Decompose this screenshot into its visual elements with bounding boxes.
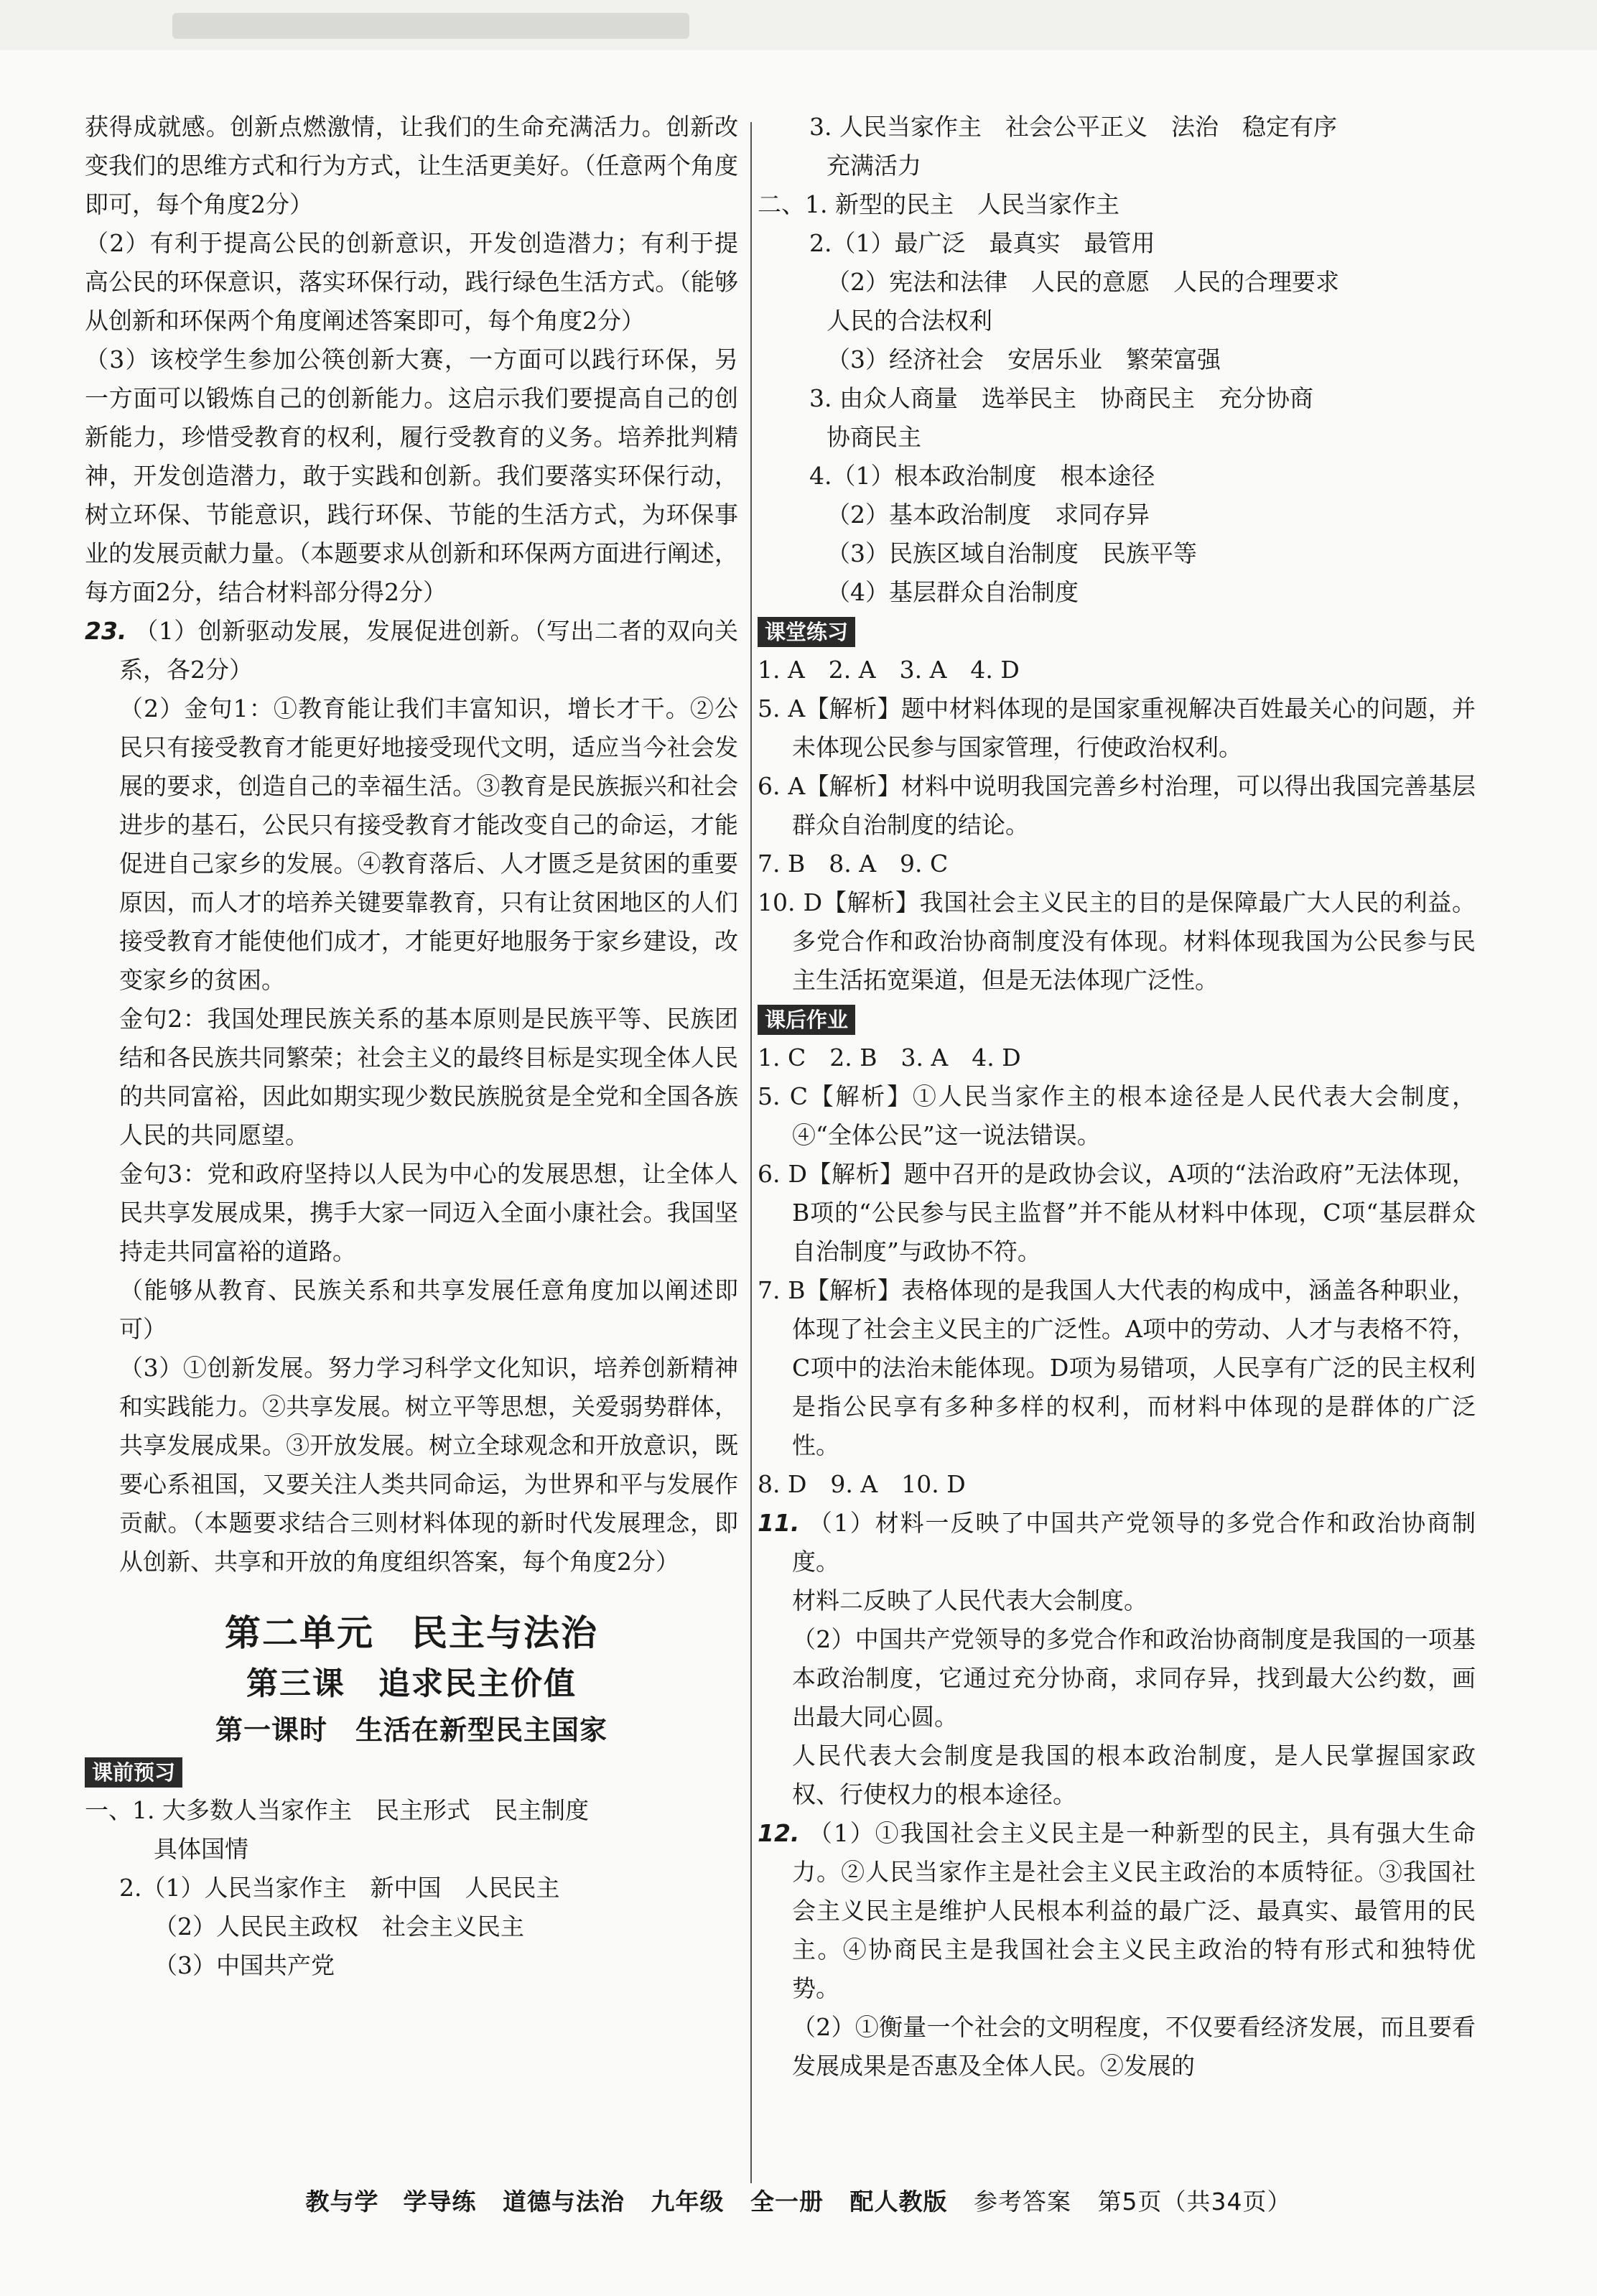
question-number: 11.: [758, 1509, 800, 1537]
answer-line: 7. B【解析】表格体现的是我国人大代表的构成中，涵盖各种职业，体现了社会主义民主的广泛性。A项中的劳动、人才与表格不符，C项中的法治未能体现。D项为易错项，人民享有广泛的民主权利是指公民享有多种多样的权利，而材料中体现的是群体的广泛性。: [758, 1276, 1476, 1459]
preview-item: 充满活力: [827, 152, 921, 180]
column-divider: [750, 122, 752, 2183]
answer-line: 7. B 8. A 9. C: [758, 850, 949, 878]
period-title: 第一课时 生活在新型民主国家: [215, 1714, 607, 1746]
preview-item: 4.（1）根本政治制度 根本途径: [809, 462, 1155, 490]
answer-text: （1）材料一反映了中国共产党领导的多党合作和政治协商制度。: [792, 1509, 1476, 1576]
answer-paragraph: 金句2：我国处理民族关系的基本原则是民族平等、民族团结和各民族共同繁荣；社会主义的最终目标是实现全体人民的共同富裕，因此如期实现少数民族脱贫是全党和全国各族人民的共同愿望。: [119, 1005, 738, 1149]
footer-edition: 配人教版: [849, 2188, 948, 2216]
answer-paragraph: （3）①创新发展。努力学习科学文化知识，培养创新精神和实践能力。②共享发展。树立平等思想，关爱弱势群体，共享发展成果。③开放发展。树立全球观念和开放意识，既要心系祖国，又要关注人类共同命运，为世界和平与发展作贡献。（本题要求结合三则材料体现的新时代发展理念，即从创新、共享和开放的角度组织答案，每个角度2分）: [119, 1354, 738, 1576]
unit-title: 第二单元 民主与法治: [225, 1612, 598, 1654]
answer-text: （1）①我国社会主义民主是一种新型的民主，具有强大生命力。②人民当家作主是社会主义民主政治的本质特征。③我国社会主义民主是维护人民根本利益的最广泛、最真实、最管用的民主。④协商民主是我国社会主义民主政治的特有形式和独特优势。: [792, 1819, 1476, 2002]
preview-item: 具体国情: [154, 1835, 248, 1863]
preview-item: 2.（1）人民当家作主 新中国 人民民主: [119, 1874, 560, 1902]
section-tag-homework: 课后作业: [758, 1005, 855, 1035]
preview-item: 3. 由众人商量 选举民主 协商民主 充分协商: [809, 384, 1313, 412]
answer-paragraph: 获得成就感。创新点燃激情，让我们的生命充满活力。创新改变我们的思维方式和行为方式，让生活更美好。（任意两个角度即可，每个角度2分）: [85, 113, 738, 218]
footer-brand: 教与学 学导练: [305, 2188, 477, 2216]
preview-item: 3. 人民当家作主 社会公平正义 法治 稳定有序: [809, 113, 1337, 141]
preview-item: （3）民族区域自治制度 民族平等: [827, 539, 1197, 567]
blurred-header-text: [172, 13, 689, 39]
preview-item: 二、1. 新型的民主 人民当家作主: [758, 190, 1119, 218]
answer-paragraph: （2）有利于提高公民的创新意识，开发创造潜力；有利于提高公民的环保意识，落实环保行动，践行绿色生活方式。（能够从创新和环保两个角度阐述答案即可，每个角度2分）: [85, 229, 738, 335]
answer-paragraph: （能够从教育、民族关系和共享发展任意角度加以阐述即可）: [119, 1276, 738, 1343]
page-footer: [0, 2183, 1597, 2217]
footer-page-number: 第5页（共34页）: [1097, 2188, 1292, 2216]
section-tag-preview: 课前预习: [85, 1757, 182, 1788]
answer-line: 6. A【解析】材料中说明我国完善乡村治理，可以得出我国完善基层群众自治制度的结论。: [758, 772, 1476, 839]
question-23: [85, 612, 738, 689]
footer-volume: 全一册: [750, 2188, 824, 2216]
answer-paragraph: 材料二反映了人民代表大会制度。: [792, 1586, 1147, 1614]
preview-item: （4）基层群众自治制度: [827, 578, 1079, 606]
preview-item: （2）基本政治制度 求同存异: [827, 501, 1150, 529]
preview-item: 2.（1）最广泛 最真实 最管用: [809, 229, 1155, 257]
footer-subject: 道德与法治: [503, 2188, 625, 2216]
answer-paragraph: （2）①衡量一个社会的文明程度，不仅要看经济发展，而且要看发展成果是否惠及全体人民。②发展的: [792, 2013, 1476, 2080]
lesson-title: 第三课 追求民主价值: [246, 1665, 577, 1702]
preview-item: 人民的合法权利: [827, 307, 992, 335]
left-column: [85, 108, 738, 1985]
answer-line: 5. C【解析】①人民当家作主的根本途径是人民代表大会制度，④“全体公民”这一说法错误。: [758, 1082, 1476, 1149]
answer-line: 1. A 2. A 3. A 4. D: [758, 656, 1020, 684]
preview-item: 协商民主: [827, 423, 921, 451]
preview-item: （2）宪法和法律 人民的意愿 人民的合理要求: [827, 268, 1339, 296]
answer-line: 5. A【解析】题中材料体现的是国家重视解决百姓最关心的问题，并未体现公民参与国家管理，行使政治权利。: [758, 694, 1476, 761]
answer-paragraph: （3）该校学生参加公筷创新大赛，一方面可以践行环保，另一方面可以锻炼自己的创新能力。这启示我们要提高自己的创新能力，珍惜受教育的权利，履行受教育的义务。培养批判精神，开发创造潜力，敢于实践和创新。我们要落实环保行动，树立环保、节能意识，践行环保、节能的生活方式，为环保事业的发展贡献力量。（本题要求从创新和环保两方面进行阐述，每方面2分，结合材料部分得2分）: [85, 345, 738, 606]
answer-paragraph: （2）金句1：①教育能让我们丰富知识，增长才干。②公民只有接受教育才能更好地接受现代文明，适应当今社会发展的要求，创造自己的幸福生活。③教育是民族振兴和社会进步的基石，公民只有接受教育才能改变自己的命运，才能促进自己家乡的发展。④教育落后、人才匮乏是贫困的重要原因，而人才的培养关键要靠教育，只有让贫困地区的人们接受教育才能使他们成才，才能更好地服务于家乡建设，改变家乡的贫困。: [119, 694, 738, 994]
answer-line: 8. D 9. A 10. D: [758, 1470, 966, 1498]
question-11: [758, 1504, 1476, 1581]
answer-line: 1. C 2. B 3. A 4. D: [758, 1044, 1021, 1072]
right-column: [758, 108, 1476, 2086]
footer-grade: 九年级: [651, 2188, 725, 2216]
answer-paragraph: （2）中国共产党领导的多党合作和政治协商制度是我国的一项基本政治制度，它通过充分协商，求同存异，找到最大公约数，画出最大同心圆。: [792, 1625, 1476, 1731]
preview-item: （3）经济社会 安居乐业 繁荣富强: [827, 345, 1221, 373]
preview-item: （2）人民民主政权 社会主义民主: [154, 1912, 524, 1941]
section-tag-classwork: 课堂练习: [758, 617, 855, 647]
question-12: [758, 1814, 1476, 2008]
answer-paragraph: 人民代表大会制度是我国的根本政治制度，是人民掌握国家政权、行使权力的根本途径。: [792, 1742, 1476, 1808]
preview-item: （3）中国共产党: [154, 1951, 335, 1979]
answer-line: 6. D【解析】题中召开的是政协会议，A项的“法治政府”无法体现，B项的“公民参与民主监督”并不能从材料中体现，C项“基层群众自治制度”与政协不符。: [758, 1160, 1476, 1265]
top-scan-strip: [0, 0, 1597, 50]
answer-paragraph: 金句3：党和政府坚持以人民为中心的发展思想，让全体人民共享发展成果，携手大家一同迈入全面小康社会。我国坚持走共同富裕的道路。: [119, 1160, 738, 1265]
preview-item: 一、1. 大多数人当家作主 民主形式 民主制度: [85, 1796, 589, 1824]
question-number: 12.: [758, 1819, 800, 1847]
answer-text: （1）创新驱动发展，发展促进创新。（写出二者的双向关系，各2分）: [119, 617, 738, 684]
answer-line: 10. D【解析】我国社会主义民主的目的是保障最广大人民的利益。多党合作和政治协商制度没有体现。材料体现我国为公民参与民主生活拓宽渠道，但是无法体现广泛性。: [758, 888, 1476, 994]
footer-answers: 参考答案: [974, 2188, 1071, 2216]
question-number: 23.: [85, 617, 127, 645]
